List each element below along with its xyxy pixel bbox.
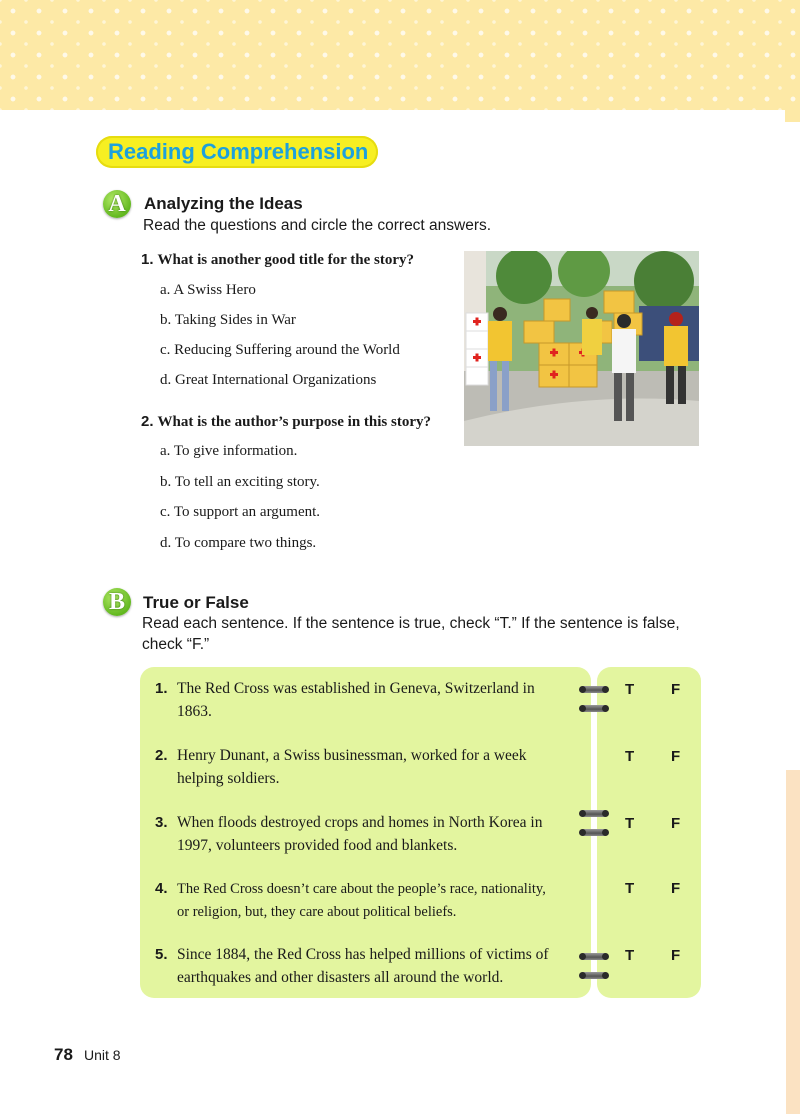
statement-number: 3. <box>155 814 168 831</box>
tf-statement-4 <box>155 878 575 923</box>
tf-statement-5 <box>155 944 575 989</box>
binder-ring-icon <box>580 953 608 960</box>
binder-ring-icon <box>580 810 608 817</box>
question-number: 2. <box>141 413 154 430</box>
page-tab-strip <box>786 770 800 1114</box>
unit-label: Unit 8 <box>84 1047 121 1063</box>
question-2-option-c[interactable]: c. To support an argument. <box>160 504 321 520</box>
question-text: What is another good title for the story? <box>157 252 415 268</box>
binder-ring-icon <box>580 972 608 979</box>
question-1-option-d[interactable]: d. Great International Organizations <box>160 372 377 388</box>
statement-line2: 1997, volunteers provided food and blankets. <box>177 836 458 854</box>
true-option-2[interactable]: T <box>625 748 635 765</box>
volunteers-photo <box>464 251 699 446</box>
statement-line1: The Red Cross was established in Geneva, Switzerland in <box>177 680 535 697</box>
question-2-option-a[interactable]: a. To give information. <box>160 443 298 459</box>
statement-line2: earthquakes and other disasters all around the world. <box>177 968 504 986</box>
statement-number: 2. <box>155 747 168 764</box>
part-a-instruction: Read the questions and circle the correct answers. <box>143 217 492 234</box>
question-1-option-c[interactable]: c. Reducing Suffering around the World <box>160 342 400 358</box>
question-1 <box>141 251 414 269</box>
question-1-option-a[interactable]: a. A Swiss Hero <box>160 282 256 298</box>
statement-line2: helping soldiers. <box>177 769 280 787</box>
question-text: What is the author’s purpose in this story? <box>157 414 432 430</box>
statement-number: 5. <box>155 946 168 963</box>
section-title: Reading Comprehension <box>108 139 369 164</box>
page-edge-strip <box>785 110 800 122</box>
part-b-badge: B <box>103 588 131 616</box>
page-number: 78 <box>54 1045 73 1064</box>
question-1-option-b[interactable]: b. Taking Sides in War <box>160 312 296 328</box>
statement-line1: The Red Cross doesn’t care about the people’s race, nationality, <box>177 881 546 897</box>
false-option-4[interactable]: F <box>671 880 681 897</box>
part-b-instruction-line2: check “F.” <box>142 636 210 653</box>
true-option-1[interactable]: T <box>625 681 635 698</box>
statement-line1: When floods destroyed crops and homes in North Korea in <box>177 814 543 831</box>
section-title-box <box>96 136 378 168</box>
false-option-2[interactable]: F <box>671 748 681 765</box>
binder-ring-icon <box>580 686 608 693</box>
statement-line1: Since 1884, the Red Cross has helped millions of victims of <box>177 946 549 963</box>
statement-line1: Henry Dunant, a Swiss businessman, worked for a week <box>177 747 527 764</box>
part-a-heading: Analyzing the Ideas <box>144 194 303 213</box>
true-option-4[interactable]: T <box>625 880 635 897</box>
statement-line2: or religion, but, they care about political beliefs. <box>177 903 457 920</box>
binder-ring-icon <box>580 705 608 712</box>
question-2 <box>141 413 431 431</box>
statement-number: 4. <box>155 880 168 897</box>
false-option-5[interactable]: F <box>671 947 681 964</box>
part-b-heading: True or False <box>143 593 249 612</box>
tf-statement-2 <box>155 745 575 790</box>
question-2-option-b[interactable]: b. To tell an exciting story. <box>160 474 320 490</box>
tf-statement-1 <box>155 678 575 723</box>
volunteers-photo-illustration <box>464 251 699 446</box>
true-option-3[interactable]: T <box>625 815 635 832</box>
question-number: 1. <box>141 251 154 268</box>
false-option-1[interactable]: F <box>671 681 681 698</box>
part-a-badge: A <box>103 190 131 218</box>
false-option-3[interactable]: F <box>671 815 681 832</box>
binder-ring-icon <box>580 829 608 836</box>
question-2-option-d[interactable]: d. To compare two things. <box>160 535 317 551</box>
star-banner <box>0 0 800 110</box>
true-option-5[interactable]: T <box>625 947 635 964</box>
statement-number: 1. <box>155 680 168 697</box>
statement-line2: 1863. <box>177 702 212 720</box>
answers-panel <box>597 667 701 998</box>
part-b-instruction-line1: Read each sentence. If the sentence is true, check “T.” If the sentence is false, <box>142 615 680 632</box>
tf-statement-3 <box>155 812 575 857</box>
